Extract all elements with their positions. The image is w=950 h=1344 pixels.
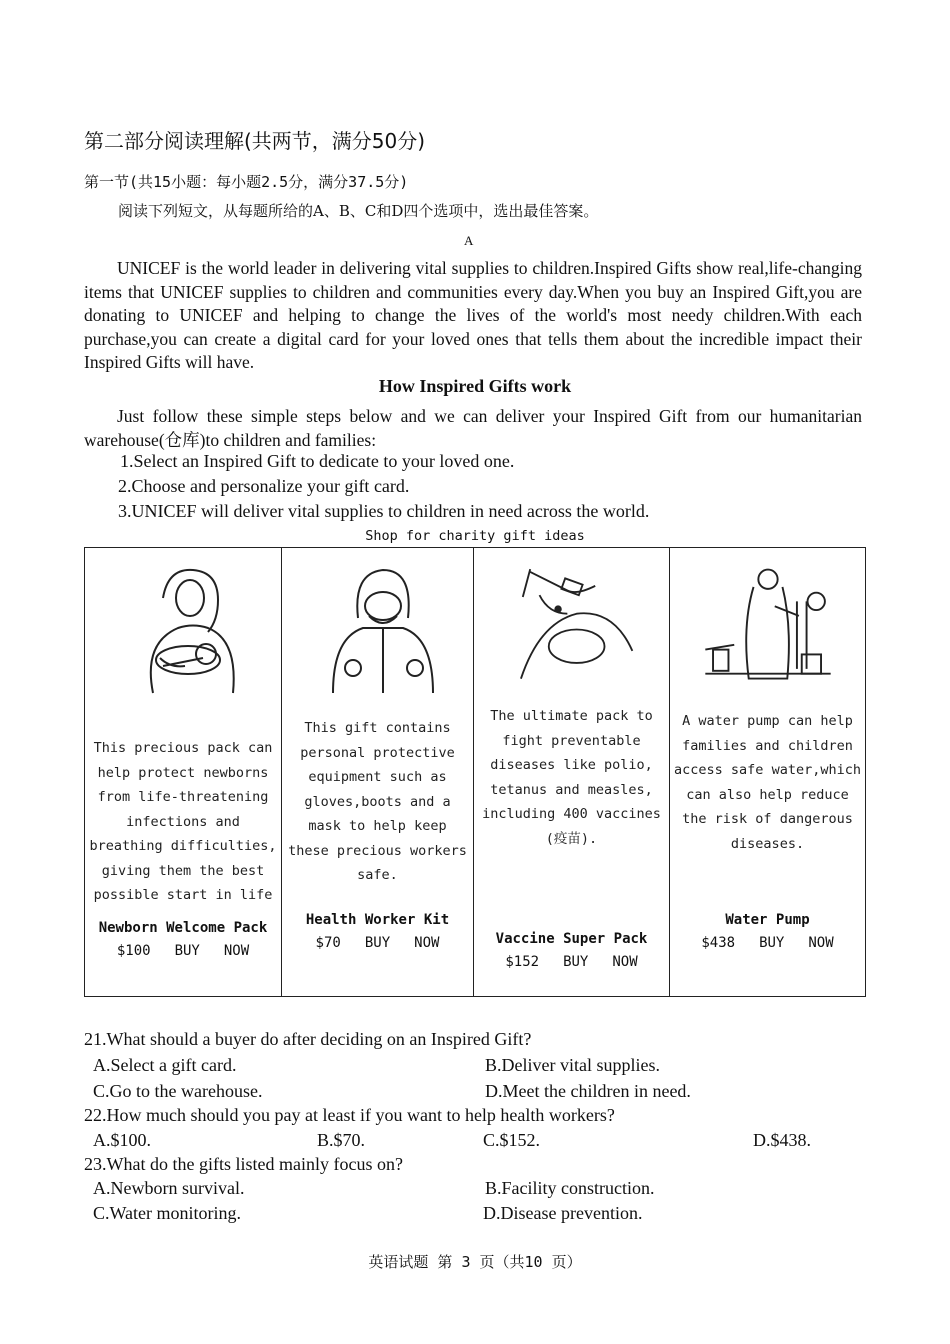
steps-intro: Just follow these simple steps below and we can deliver your Inspired Gift from our humanitarian warehouse(仓库)to children and families: — [84, 406, 862, 450]
mother-baby-icon — [108, 558, 258, 698]
q22-option-c[interactable]: C.$152. — [483, 1130, 541, 1150]
intro-paragraph: UNICEF is the world leader in delivering vital supplies to children.Inspired Gifts show real,life-changing items that UNICEF supplies to children and communities every day.When you buy an Inspired Gift,you are donating to UNICEF and helping to change the lives of the world's most needy children.With each purchase,you can create a digital card for your loved ones that tells them about the incredible impact their Inspired Gifts will have. — [84, 258, 862, 372]
gift-price-row — [670, 932, 865, 954]
vaccine-drops-icon — [497, 558, 647, 688]
question-23-stem: 23.What do the gifts listed mainly focus on? — [84, 1154, 403, 1174]
gift-card-water-pump — [670, 548, 866, 997]
gift-price-row — [282, 932, 473, 954]
q21-option-d[interactable]: D.Meet the children in need. — [485, 1081, 691, 1101]
gift-card-vaccine — [474, 548, 670, 997]
passage-label: A — [464, 233, 474, 248]
gift-table — [84, 547, 866, 997]
gift-description: This gift contains personal protective equipment such as gloves,boots and a mask to help keep these precious workers safe. — [288, 720, 467, 883]
gift-name: Health Worker Kit — [305, 911, 450, 928]
q21-option-a[interactable]: A.Select a gift card. — [93, 1055, 237, 1075]
now-link[interactable]: NOW — [223, 942, 250, 959]
q22-option-b[interactable]: B.$70. — [317, 1130, 366, 1150]
gift-description: The ultimate pack to fight preventable diseases like polio, tetanus and measles, including 400 vaccines (疫苗). — [482, 708, 661, 847]
now-link[interactable]: NOW — [808, 935, 834, 951]
buy-link[interactable]: BUY — [759, 935, 785, 951]
gift-description: This precious pack can help protect newborns from life-threatening infections and breathing difficulties, giving them the best possible start in life — [89, 740, 277, 903]
q23-option-b[interactable]: B.Facility construction. — [485, 1178, 655, 1198]
q21-option-b[interactable]: B.Deliver vital supplies. — [485, 1055, 660, 1075]
gift-price: $100 — [116, 942, 151, 959]
gift-name: Water Pump — [725, 912, 810, 928]
buy-link[interactable]: BUY — [563, 954, 589, 970]
gift-card-health-worker — [282, 548, 474, 997]
how-it-works-heading: How Inspired Gifts work — [378, 376, 572, 396]
gift-price: $152 — [505, 954, 540, 970]
shop-caption: Shop for charity gift ideas — [365, 528, 585, 544]
step-2: 2.Choose and personalize your gift card. — [118, 476, 410, 496]
gift-name: Vaccine Super Pack — [495, 931, 648, 947]
q22-option-a[interactable]: A.$100. — [93, 1130, 151, 1150]
gift-description: A water pump can help families and children access safe water,which can also help reduce the risk of dangerous diseases. — [674, 713, 861, 852]
health-worker-icon — [303, 558, 453, 698]
gift-price: $438 — [701, 935, 736, 951]
question-21-stem: 21.What should a buyer do after deciding on an Inspired Gift? — [84, 1029, 532, 1049]
gift-card-newborn — [85, 548, 282, 997]
q22-option-d[interactable]: D.$438. — [753, 1130, 811, 1150]
instruction-text: 阅读下列短文，从每题所给的A、B、C和D四个选项中，选出最佳答案。 — [118, 202, 599, 220]
q23-option-d[interactable]: D.Disease prevention. — [483, 1203, 643, 1223]
step-1: 1.Select an Inspired Gift to dedicate to your loved one. — [120, 451, 515, 471]
buy-link[interactable]: BUY — [174, 942, 200, 959]
water-pump-icon — [693, 558, 843, 693]
section-title: 第二部分阅读理解(共两节，满分50分) — [84, 129, 426, 153]
q23-option-a[interactable]: A.Newborn survival. — [93, 1178, 245, 1198]
now-link[interactable]: NOW — [414, 934, 440, 951]
q23-option-c[interactable]: C.Water monitoring. — [93, 1203, 242, 1223]
gift-price: $70 — [315, 934, 341, 951]
buy-link[interactable]: BUY — [364, 934, 391, 951]
gift-price-row — [474, 951, 669, 973]
question-22-stem: 22.How much should you pay at least if you want to help health workers? — [84, 1105, 615, 1125]
q21-option-c[interactable]: C.Go to the warehouse. — [93, 1081, 263, 1101]
now-link[interactable]: NOW — [612, 954, 638, 970]
gift-name: Newborn Welcome Pack — [98, 919, 268, 936]
page-footer: 英语试题 第 3 页（共10 页） — [368, 1253, 582, 1271]
gift-price-row — [85, 940, 281, 962]
step-3: 3.UNICEF will deliver vital supplies to children in need across the world. — [118, 501, 650, 521]
subsection-title: 第一节(共15小题：每小题2.5分，满分37.5分) — [84, 173, 409, 191]
